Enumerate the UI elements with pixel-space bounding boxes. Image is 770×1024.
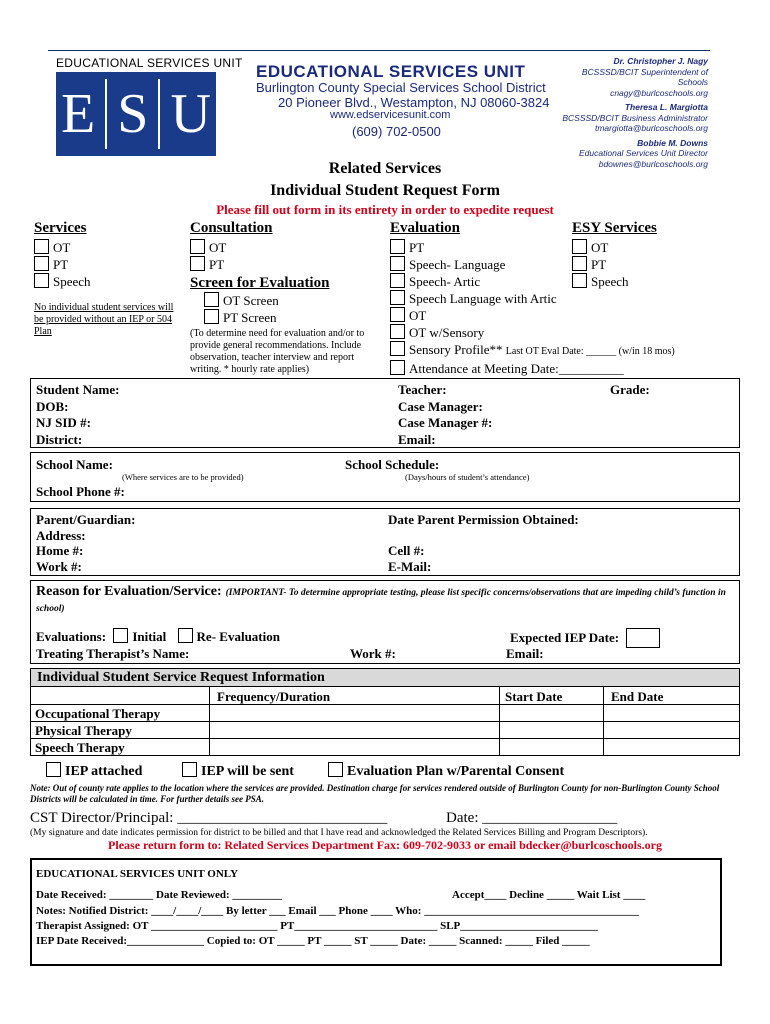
- parent-guardian-field[interactable]: Parent/Guardian:: [36, 512, 136, 527]
- checkbox[interactable]: [390, 256, 405, 271]
- dob-field[interactable]: DOB:: [36, 398, 69, 414]
- reevaluation-checkbox[interactable]: [178, 628, 193, 643]
- school-name-field[interactable]: School Name:: [36, 457, 113, 472]
- reason-text[interactable]: [36, 584, 736, 616]
- reevaluation-label: Re- Evaluation: [196, 629, 280, 644]
- services-pt-option[interactable]: PT: [34, 256, 184, 273]
- logo-letter-s: S: [117, 83, 149, 145]
- checkbox[interactable]: [190, 239, 205, 254]
- staff-email[interactable]: bdownes@burlcoschools.org: [598, 158, 708, 169]
- sid-field[interactable]: NJ SID #:: [36, 415, 91, 430]
- attendance-option[interactable]: Attendance at Meeting Date:__________: [390, 360, 730, 377]
- staff-name: Dr. Christopher J. Nagy: [613, 56, 708, 66]
- consultation-pt-option[interactable]: PT: [190, 256, 380, 273]
- staff-name: Theresa L. Margiotta: [624, 102, 708, 112]
- staff-name: Bobbie M. Downs: [637, 137, 708, 148]
- district-field[interactable]: District:: [36, 431, 83, 447]
- esy-speech-option[interactable]: Speech: [572, 273, 722, 290]
- evaluation-heading: Evaluation: [390, 220, 461, 236]
- therapist-work-field[interactable]: Work #:: [350, 646, 396, 661]
- permission-date-field[interactable]: Date Parent Permission Obtained:: [388, 512, 579, 527]
- staff-email[interactable]: tmargiotta@burlcoschools.org: [594, 123, 708, 133]
- checkbox[interactable]: [204, 309, 219, 324]
- staff-list: [560, 56, 708, 169]
- header-top-rule: [48, 50, 710, 51]
- staff-title: BCSSSD/BCIT Superintendent of Schools: [581, 66, 708, 87]
- col-end-date: End Date: [611, 689, 664, 704]
- initial-checkbox[interactable]: [113, 628, 128, 643]
- parent-left-fields: [36, 512, 135, 574]
- eval-sensory-profile-option[interactable]: Sensory Profile** Last OT Eval Date: ______ (w/in 18 mos): [390, 341, 730, 360]
- parent-address-field[interactable]: Address:: [36, 527, 86, 543]
- ot-screen-option[interactable]: OT Screen: [190, 292, 380, 309]
- checkbox[interactable]: [46, 762, 61, 777]
- checkbox[interactable]: [190, 256, 205, 271]
- office-line-therapist[interactable]: Therapist Assigned: OT _______________________ PT__________________________ SLP_________________________: [36, 920, 598, 932]
- services-note: No individual student services will be provided without an IEP or 504 Plan: [34, 302, 174, 337]
- checkbox[interactable]: [34, 273, 49, 288]
- form-title-line2: Individual Student Request Form: [270, 182, 500, 199]
- eval-speech-artic-option[interactable]: Speech- Artic: [390, 273, 730, 290]
- student-email-field[interactable]: Email:: [398, 431, 436, 447]
- expected-iep-date-field[interactable]: Expected IEP Date:: [510, 628, 660, 648]
- parent-right-fields: [388, 543, 431, 574]
- table-row-physical-therapy: Physical Therapy: [35, 723, 132, 738]
- col-frequency-duration: Frequency/Duration: [217, 689, 331, 704]
- district-name: Burlington County Special Services School District: [256, 80, 546, 95]
- office-line-received[interactable]: Date Received: ________ Date Reviewed: _________: [36, 889, 282, 901]
- checkbox[interactable]: [390, 290, 405, 305]
- parent-work-field[interactable]: Work #:: [36, 558, 82, 574]
- parent-email-field[interactable]: E-Mail:: [388, 558, 432, 574]
- eval-ot-sensory-option[interactable]: OT w/Sensory: [390, 324, 730, 341]
- address: 20 Pioneer Blvd., Westampton, NJ 08060-3824: [278, 95, 550, 110]
- checkbox[interactable]: [328, 762, 343, 777]
- checkbox[interactable]: [390, 307, 405, 322]
- staff-email[interactable]: cnagy@burlcoschools.org: [610, 87, 708, 98]
- evaluation-plan-option[interactable]: Evaluation Plan w/Parental Consent: [328, 762, 564, 780]
- service-table-title: Individual Student Service Request Information: [37, 670, 325, 685]
- services-ot-option[interactable]: OT: [34, 239, 184, 256]
- permission-note: (My signature and date indicates permission for district to be billed and that I have read and acknowledged the Related Services Billing and Program Descriptors).: [30, 828, 648, 838]
- teacher-field[interactable]: Teacher:: [398, 382, 447, 397]
- grade-field[interactable]: Grade:: [610, 382, 650, 397]
- table-row-occupational-therapy: Occupational Therapy: [35, 706, 161, 721]
- checkbox[interactable]: [204, 292, 219, 307]
- checkbox[interactable]: [572, 256, 587, 271]
- iep-attached-option[interactable]: IEP attached: [46, 762, 142, 780]
- screen-heading: Screen for Evaluation: [190, 275, 330, 291]
- parent-home-field[interactable]: Home #:: [36, 543, 84, 558]
- return-instructions: Please return form to: Related Services Department Fax: 609-702-9033 or email bdecker@burlcoschools.org: [108, 838, 662, 852]
- reason-label: Reason for Evaluation/Service:: [36, 584, 222, 599]
- signature-date-line[interactable]: Date: __________________: [446, 810, 618, 826]
- services-heading: Services: [34, 220, 87, 236]
- eval-speech-language-option[interactable]: Speech- Language: [390, 256, 730, 273]
- consultation-note: (To determine need for evaluation and/or to provide general recommendations. Include observation, teacher interview and report writing. * hourly rate applies): [190, 328, 365, 375]
- evaluations-type-row: [36, 628, 280, 645]
- student-name-field[interactable]: Student Name:: [36, 382, 120, 397]
- service-table-title-bar: [31, 669, 739, 687]
- evaluations-label: Evaluations:: [36, 629, 107, 644]
- esy-section: [572, 220, 722, 290]
- eval-pt-option[interactable]: PT: [390, 239, 730, 256]
- checkbox[interactable]: [34, 256, 49, 271]
- parent-cell-field[interactable]: Cell #:: [388, 543, 425, 558]
- checkbox[interactable]: [390, 360, 405, 375]
- esu-logo: [56, 72, 216, 156]
- services-speech-option[interactable]: Speech: [34, 273, 184, 290]
- checkbox[interactable]: [182, 762, 197, 777]
- logo-letter-e: E: [61, 83, 96, 145]
- eval-ot-option[interactable]: OT: [390, 307, 730, 324]
- parent-info-box: [30, 508, 740, 576]
- school-schedule-field[interactable]: School Schedule:: [345, 457, 440, 472]
- checkbox[interactable]: [390, 341, 405, 356]
- services-section: [34, 220, 184, 338]
- org-name: EDUCATIONAL SERVICES UNIT: [256, 62, 526, 81]
- initial-label: Initial: [132, 629, 167, 644]
- signature-line[interactable]: CST Director/Principal: ____________________________: [30, 810, 388, 826]
- logo-top-text: EDUCATIONAL SERVICES UNIT: [56, 56, 243, 70]
- website[interactable]: www.edservicesunit.com: [330, 109, 451, 121]
- treating-therapist-field[interactable]: Treating Therapist’s Name:: [36, 646, 190, 661]
- consultation-heading: Consultation: [190, 220, 273, 236]
- checkbox[interactable]: [390, 273, 405, 288]
- school-name-note: (Where services are to be provided): [122, 472, 244, 482]
- checkbox[interactable]: [390, 324, 405, 339]
- col-start-date: Start Date: [505, 689, 563, 704]
- form-instruction: Please fill out form in its entirety in order to expedite request: [216, 202, 554, 217]
- school-phone-field[interactable]: School Phone #:: [36, 484, 125, 499]
- service-request-table: [30, 668, 740, 756]
- office-line-notes[interactable]: Notes: Notified District: ____/____/____ By letter ___ Email ___ Phone ____ Who: _______________________________________: [36, 905, 639, 917]
- sensory-note: Last OT Eval Date: ______ (w/in 18 mos): [505, 346, 675, 357]
- consultation-section: [190, 220, 380, 376]
- checkbox[interactable]: [34, 239, 49, 254]
- staff-title: BCSSSD/BCIT Business Administrator: [562, 112, 708, 123]
- office-line-iep[interactable]: IEP Date Received:______________ Copied to: OT _____ PT _____ ST _____ Date: _____ Scanned: _____ Filed _____: [36, 935, 590, 947]
- student-left-fields: [36, 382, 119, 448]
- therapist-email-field[interactable]: Email:: [506, 646, 544, 661]
- student-right-fields: [398, 382, 492, 448]
- form-title-line1: Related Services: [328, 160, 442, 177]
- school-schedule-note: (Days/hours of student’s attendance): [405, 472, 530, 482]
- esy-pt-option[interactable]: PT: [572, 256, 722, 273]
- case-manager-number-field[interactable]: Case Manager #:: [398, 415, 493, 430]
- eval-speech-language-artic-option[interactable]: Speech Language with Artic: [390, 290, 730, 307]
- reason-note: (IMPORTANT- To determine appropriate testing, please list specific concerns/observations that are impeding child’s function in school): [36, 588, 726, 614]
- pt-screen-option[interactable]: PT Screen: [190, 309, 380, 326]
- logo-letter-u: U: [170, 83, 211, 145]
- iep-will-be-sent-option[interactable]: IEP will be sent: [182, 762, 294, 780]
- phone-number: (609) 702-0500: [352, 124, 441, 139]
- staff-title: Educational Services Unit Director: [579, 148, 708, 158]
- case-manager-field[interactable]: Case Manager:: [398, 398, 483, 414]
- expected-iep-date-box[interactable]: [626, 628, 660, 648]
- esy-heading: ESY Services: [572, 220, 657, 236]
- consultation-ot-option[interactable]: OT: [190, 239, 380, 256]
- esy-ot-option[interactable]: OT: [572, 239, 722, 256]
- table-row-speech-therapy: Speech Therapy: [35, 740, 125, 755]
- office-heading: EDUCATIONAL SERVICES UNIT ONLY: [36, 868, 239, 880]
- checkbox[interactable]: [572, 273, 587, 288]
- county-rate-note: Note: Out of county rate applies to the location where the services are provided. Destination charge for services rendered outside of Burlington County for non-Burlington County School Districts will be calculated in time. For further details see PSA.: [30, 783, 720, 804]
- checkbox[interactable]: [572, 239, 587, 254]
- checkbox[interactable]: [390, 239, 405, 254]
- office-line-decision[interactable]: Accept____ Decline _____ Wait List ____: [452, 889, 646, 901]
